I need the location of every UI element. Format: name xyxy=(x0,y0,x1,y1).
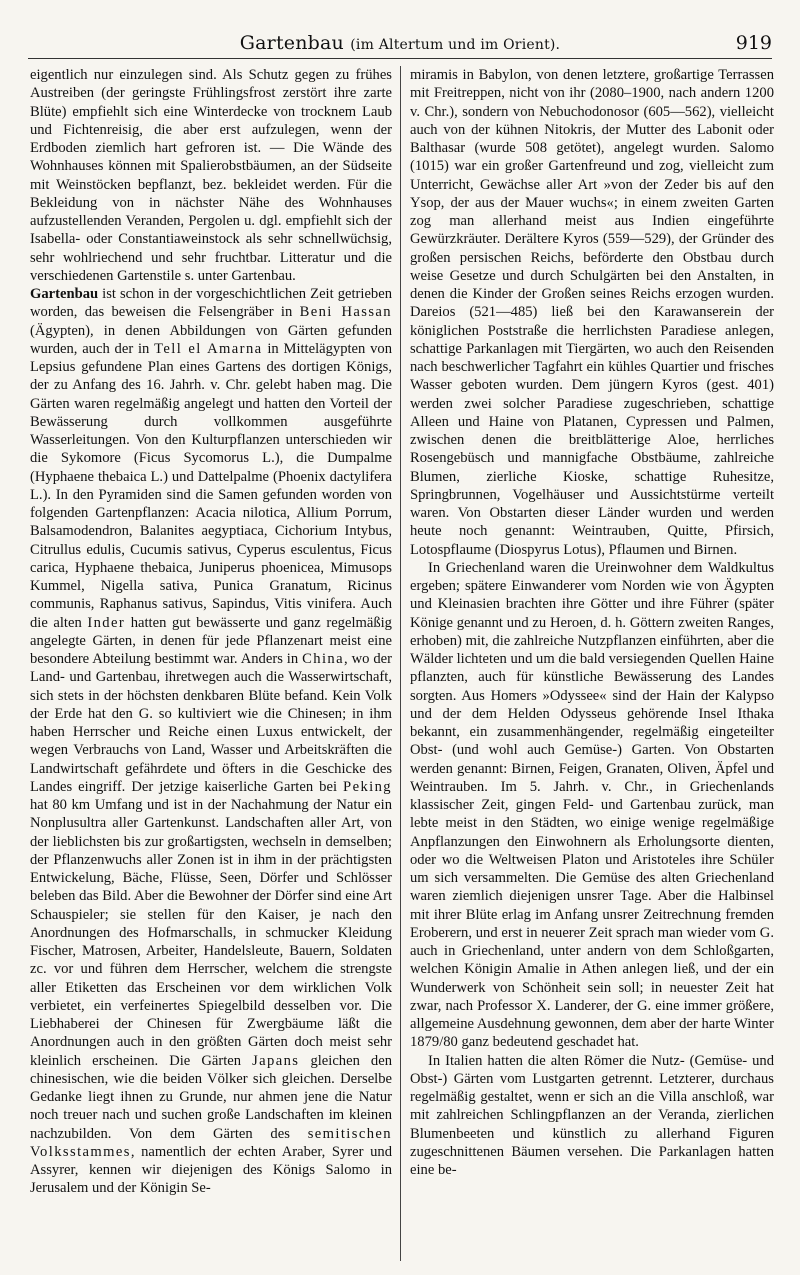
header-subtitle: (im Altertum und im Orient). xyxy=(350,37,561,53)
text-run: (Ägypten), in denen Abbildungen von Gärten gefunden wurden, auch der in xyxy=(30,322,392,357)
place-name: Peking xyxy=(343,778,392,795)
text-run: ist schon in der vorgeschichtlichen Zeit getrieben worden, das beweisen die Felsengräber in xyxy=(30,286,392,321)
paragraph-griechenland: In Griechenland waren die Ureinwohner dem Waldkultus ergeben; spätere Einwanderer vom Norden wie von Ägypten und Kleinasien brachten ihre Götter und ihre Führer (später Könige genannt und zu Heroen, d. h. Göttern zweiten Ranges, erhoben) mit, die zahlreiche Nutzpflanzen einführten, aber die Wälder lichteten und um die bald versiegenden Quellen Haine pflanzten, auch für künstliche Bewässerung des Landes sorgten. Aus Homers »Odyssee« sind der Hain der Kalypso und der dem Helden Odysseus gehörende Insel Ithaka bekannt, ein zusammenhängender, regelmäßig eingeteilter Obst- (und wohl auch Gemüse-) Garten. Von Obstarten werden genannt: Birnen, Feigen, Granaten, Oliven, Äpfel und Weintrauben. Im 5. Jahrh. v. Chr., in Griechenlands klassischer Zeit, gingen Feld- und Gartenbau zurück, man lebte meist in den Städten, wo einige wenige regelmäßige Anpflanzungen den Einwohnern als Erholungsorte dienten, oder wo die Weltweisen Platon und Aristoteles ihre Schüler um sich versammelten. Die Gemüse des alten Griechenland waren ziemlich diejenigen unsrer Tage. Aber die Halbinsel mit ihrer Blüte erlag im Anfang unsrer Zeitrechnung fremden Eroberern, und erst in neuerer Zeit sprach man wieder vom G. auch in Griechenland, unter andern von dem Schloßgarten, welchen Königin Amalie in Athen anlegen ließ, und der ein Wunderwerk von Schönheit sein soll; in neuester Zeit hat zwar, nach Professor X. Landerer, der G. eine immer größere, allgemeine Ausdehnung gewonnen, dem aber der harte Winter 1879/80 ganz bedeutend geschadet hat. xyxy=(410,559,774,1051)
place-name: Japans xyxy=(252,1052,300,1069)
text-run: gleichen den chinesischen, wie die beiden Völker sich gleichen. Derselbe Gedanke liegt ihnen zu Grunde, nur ahmen jene die Natur noch treuer nach und suchen große Landschaften im kleinen nachzubilden. Von dem Gärten des xyxy=(30,1052,392,1142)
paragraph: miramis in Babylon, von denen letztere, großartige Terrassen mit Freitreppen, nicht von ihr (2080–1900, nach andern 1200 v. Chr.), sondern von Nebuchodonosor (605—562), vielleicht auch von der kühnen Nitokris, der Mutter des Labonit oder Balthasar (wurde 508 getötet), angelegt wurden. Salomo (1015) war ein großer Gartenfreund und zog, vielleicht zum Unterricht, Gewächse aller Art »von der Zeder bis auf den Ysop, der aus der Mauer wuchs«; in einem zweiten Garten zog man allerhand meist aus Indien eingeführte Gewürzkräuter. Derältere Kyros (559—529), der Gründer des großen persischen Reichs, beförderte den Obstbau durch weise Gesetze und durch Schulgärten bei den Anstalten, in denen die Kinder der Großen seines Reichs erzogen wurden. Dareios (521—485) ließ bei den Karawanserein der königlichen Poststraße die herrlichsten Paradiese anlegen, schattige Parkanlagen mit Tiergärten, wo auch den Reisenden nach beschwerlicher Tagfahrt ein kühles Quartier und frisches Wasser geboten wurden. Dem jüngern Kyros (gest. 401) werden zwei solcher Paradiese zugeschrieben, schattige Alleen und Haine von Platanen, Cypressen und Palmen, zwischen denen die breitblätterige Aloe, herrliches Rosengebüsch und mannigfache Obstbäume, zahlreiche Blumen, zierliche Kioske, schattige Ruhesitze, Springbrunnen, Vogelhäuser und Aussichtstürme verteilt waren. Von Obstarten dieser Länder wurden und werden heute noch genannt: Weintrauben, Quitte, Pfirsich, Lotospflaume (Diospyrus Lotus), Pflaumen und Birnen. xyxy=(410,67,774,558)
article-headword: Gartenbau xyxy=(30,286,99,302)
header-title-text: Gartenbau xyxy=(239,32,344,54)
paragraph-italien: In Italien hatten die alten Römer die Nutz- (Gemüse- und Obst-) Gärten vom Lustgarten getrennt. Letzterer, durchaus regelmäßig gestaltet, wenn er sich an die Villa anschloß, war mit zahlreichen Schlingpflanzen an der Veranda, zierlichen Blumenbeeten und künstlich zu allerhand Figuren zugeschnittenen Bäumen versehen. Die Parkanlagen hatten eine be- xyxy=(410,1052,774,1178)
text-run: hat 80 km Umfang und ist in der Nachahmung der Natur ein Nonplusultra aller Gartenkunst. Landschaften aller Art, von der lieblichsten bis zur großartigsten, wechseln in demselben; der Pflanzenwuchs aller Zonen ist in ihm in der prächtigsten Entwickelung, Bäche, Flüsse, Seen, Dörfer und Schlösser beleben das Bild. Aber die Bewohner der Dörfer sind eine Art Schauspieler; sie stellen für den Kaiser, je nach den Anordnungen des Hofmarschalls, in schmucker Kleidung Fischer, Matrosen, Arbeiter, Handelsleute, Bauern, Soldaten zc. vor und führen dem Herrscher, welchem die strengste aller Etiketten das Erscheinen vor dem wirklichen Volk verbietet, ein verfeinertes Spiegelbild desselben vor. Die Liebhaberei der Chinesen für Zwergbäume läßt die Anordnungen auch in den größten Gärten doch meist sehr kleinlich erscheinen. Die Gärten xyxy=(30,797,392,1069)
place-name: China xyxy=(302,651,344,667)
running-header xyxy=(28,32,772,59)
column-divider xyxy=(400,66,401,1261)
people-name: semitischen Volksstammes xyxy=(30,1125,392,1160)
paragraph: eigentlich nur einzulegen sind. Als Schutz gegen zu frühes Austreiben (der geringste Frühlingsfrost zerstört ihre zarte Blüte) empfiehlt sich eine Winterdecke von trocknem Laub und Fichtenreisig, die aber erst aufzulegen, wenn der Erdboden ziemlich hart gefroren ist. — Die Wände des Wohnhauses können mit Spalierobstbäumen, an der Südseite mit Weinstöcken bepflanzt, bez. bekleidet werden. Für die Bekleidung von in nächster Nähe des Wohnhauses aufzustellenden Veranden, Pergolen u. dgl. empfiehlt sich der Isabella- oder Constantiaweinstock als sehr schnellwüchsig, sehr wohlriechend und sehr fruchtbar. Litteratur und die verschiedenen Gartenstile s. unter Gartenbau. xyxy=(30,67,392,284)
page-number: 919 xyxy=(735,32,772,54)
text-run: , namentlich der echten Araber, Syrer und Assyrer, kennen wir diejenigen des Königs Salomo in Jerusalem und der Königin Se- xyxy=(30,1143,392,1197)
text-run: hatten gut bewässerte und ganz regelmäßig angelegte Gärten, in denen für jede Pflanzenart meist eine besondere Abteilung bestimmt war. Anders in xyxy=(30,614,392,667)
place-name: Tell el Amarna xyxy=(154,340,263,357)
place-name: Beni Hassan xyxy=(299,304,392,321)
people-name: Inder xyxy=(87,614,126,631)
right-column xyxy=(410,66,774,1179)
left-column xyxy=(30,66,392,1198)
text-run: in Mittelägypten von Lepsius gefundene Plan eines Gartens des dortigen Königs, der zu Anfang des 16. Jahrh. v. Chr. gelebt haben mag. Die Gärten waren regelmäßig angelegt und hatten den Vorteil der Bewässerung durch vollkommen ausgeführte Wasserleitungen. Von den Kulturpflanzen unterschieden wir die Sykomore (Ficus Sycomorus L.), die Dumpalme (Hyphaene thebaica L.) und Dattelpalme (Phoenix dactylifera L.). In den Pyramiden sind die Samen gefunden worden von folgenden Gartenpflanzen: Acacia nilotica, Allium Porrum, Balsamodendron, Balanites aegyptiaca, Cichorium Intybus, Citrullus edulis, Cucumis sativus, Cyperus esculentus, Ficus carica, Hyphaene thebaica, Juniperus phoenicea, Mimusops Kummel, Nigella sativa, Punica Granatum, Ricinus communis, Raphanus sativus, Sapindus, Vitis vinifera. Auch die alten xyxy=(30,340,393,631)
text-run: , wo der Land- und Gartenbau, ihretwegen auch die Wasserwirtschaft, sich stets in der höchsten denkbaren Blüte befand. Kein Volk der Erde hat den G. so kultiviert wie die Chinesen; in ihm haben Herrscher und Reiche einen Luxus entwickelt, der wegen Verbrauchs von Land, Wasser und Arbeitskräften die Landwirtschaft gefährdete und öfters in die Geschicke des Landes eingriff. Der jetzige kaiserliche Garten bei xyxy=(30,651,392,795)
page-title xyxy=(28,32,772,54)
paragraph-gartenbau xyxy=(30,285,392,1198)
